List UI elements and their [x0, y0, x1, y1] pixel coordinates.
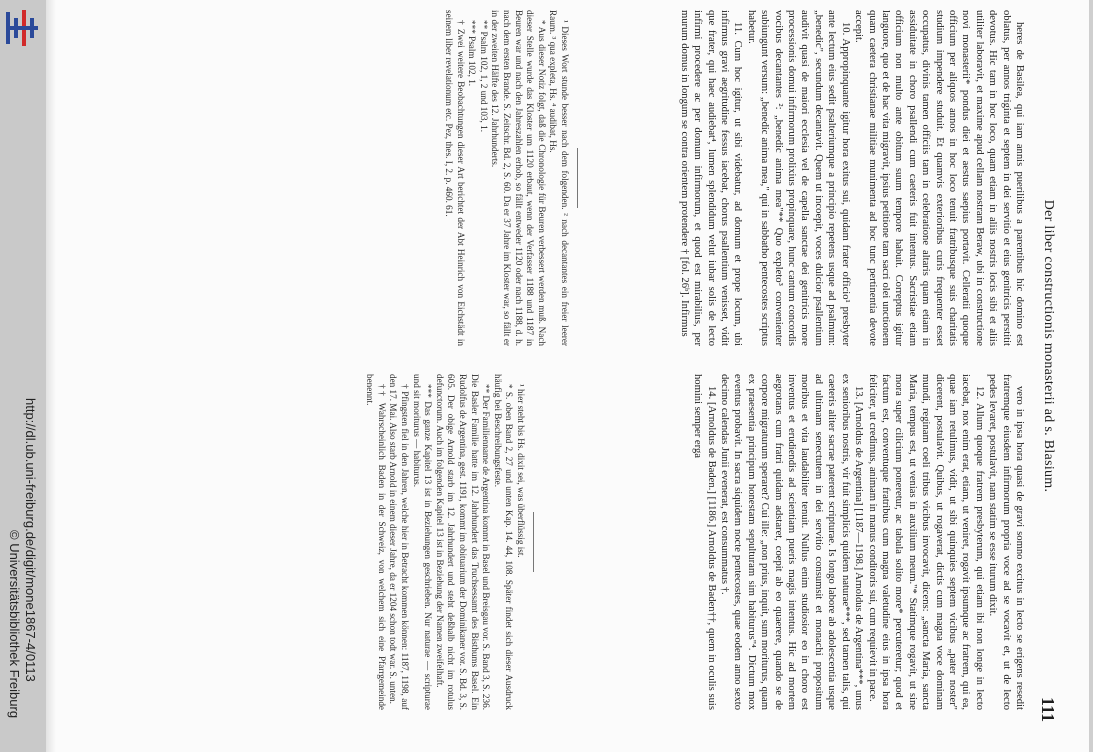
page-number: 111	[1038, 696, 1058, 722]
viewer-sidebar	[0, 0, 46, 752]
footnote: ** Der Familienname de Argentina kommt in Basel und Breisgau vor. S. Band 3, S. 236. Die Basler Familie hatte im 12. Jahrhundert das Truchsessamt des Bisthums Basel. Ein Rudolfus de Argentina, gest. 1191, kommt im obituarium der Dominikaner vor. S. Bd. 3, S. 605. Der obige Arnold starb im 12. Jahrhundert und steht deßhalb nicht im rotulus defunctorum. Auch im folgenden Kapitel 13 ist in Beziehung der Namen zweifelhaft.	[434, 374, 492, 710]
viewer-scroll-edge[interactable]	[1089, 0, 1093, 752]
page-edge-shadow	[46, 0, 56, 752]
paragraph: 14. [Arnoldus de Baden.] [1186.] Arnoldus de Baden††, quem in oculis suis homini semper erga	[692, 374, 717, 710]
footnote: † Zwei weitere Beobachtungen dieser Art berichtet der Abt Heinrich von Eichstädt in seinem liber revelationum etc. Pez, thes. I, 2. p. 460. 61.	[444, 10, 466, 346]
right-footnotes	[364, 374, 526, 710]
running-head	[1032, 10, 1056, 722]
right-column	[691, 374, 1026, 710]
rotated-scan	[206, 10, 1056, 722]
university-logo-icon[interactable]	[2, 8, 42, 48]
footnote: † Pfingsten fiel in den Jahren, welche hier in Betracht kommen können: 1187, 1198, auf den 17. Mai. Also starb Arnold in einem dieser Jahre, da er 1204 schon todt war. S. unten.	[388, 374, 411, 710]
paragraph: 13. [Arnoldus de Argentina] [1187—1198.] Arnoldus de Argentina***, unus ex senioribus nostris, vir fuit simplicis quidem naturae***, sed tamen talis, qui caeteris aliter sacrae paterent scripturae. Is longo labore ab adolescentia usque ad ultimam senectutem in dei servitio consumsit et monachi propositum moribus et vita laudabiliter tenuit. Nullus enim studiosior eo in choro est inventus et erudiendis ad scientiam pueris magis intentus. Hic ad mortem aegrotans cum fratri quidam adstaret, coepit ab eo quaerere, quando se de corpore migraturum speraret? Cui ille: „non prius, inquit, sum moriturus, quam ex praesentia principum honestam sepulturam sim habiturus"⁴. Dictum mox eventus probavit. In sacra siquidem nocte pentecostes, quae eodem anno sexto decimo calendas Junii evenerat, est consummatus †.	[719, 374, 865, 710]
copyright-notice: © Universitätsbibliothek Freiburg	[7, 530, 22, 719]
paragraph: 11. Cum hoc igitur, ut sibi videbatur, ad domum et prope locum, ubi infirmus gravi aegritudine fessus iacebat, chorus psallentium venisset, vidit que frater, qui haec audiebat⁴, lumen splendidum velut iubar solis de lecto infirmi procedere ac per domum infirmorum, et quod est mirabilius, per murum domus in longum se contra orientem protendere † [fol. 26ᵇ]. Infirmus	[678, 10, 744, 346]
left-footnotes	[442, 10, 570, 346]
footnote: †† Wahrscheinlich Baden in der Schweiz, von welchem sich eine Pfarrgemeinde benennt.	[365, 374, 387, 710]
footnote: ¹ Dieses Wort stunde besser nach dem folgenden. ² nach decantantes ein freier leerer Raum. ³ qua expleta, Hs. ⁴ audibat, Hs.	[548, 10, 570, 346]
footnote: *** Psalm 102, 1.	[467, 20, 478, 87]
scanned-page	[46, 0, 1089, 752]
document-url-link[interactable]: http://dl.ub.uni-freiburg.de/digit/mone1867-4/0113	[23, 398, 38, 682]
paragraph: heres de Basilea, qui iam annis puerilibus a parentibus hic domino est oblatus, per annos triginta et septem in dei servitio et eius genitricis perstitit devotus. Hic tam in hoc loco, quam etiam in aliis nostris locis sibi et aliis utiliter laboravit, et maxime apud cellam nostram Beraw, ubi in constructione novi monasterii* pondus diei et aestus saepius portavit. Celleratii quoque officium per aliquos annos in hoc loco tenuit fratribusque suis charitatis studium impendere studuit. Et quamvis exterioribus curis frequenter esset occupatus, divinis tamen officiis tam in celebratione altaris quam etiam in assiduitate in choro psallendi cum caeteris fuit intentus. Sacristiae etiam officium non multo ante obitum suum tempore habuit. Correptus igitur languore, quo et de hac vita migravit, ipsius petitione tam sacri olei unctionem quam caetera christianae militiae munimenta ad hoc tunc pertinentia devote accepit.	[853, 10, 1025, 346]
left-column	[677, 10, 1026, 346]
footnote: ** Psalm 102, 1, 2 und 103, 1.	[478, 20, 489, 133]
paragraph: vero in ipsa hora quasi de gravi somno excitus in lecto se erigens resedit fratremque eiusdem infirmorum propria voce ad se vocavit et, ut de lecto pedes levaret, postulavit, nam statim se esse iturum dixit.	[987, 374, 1025, 710]
paragraph: 10. Appropinquante igitur hora exitus sui, quidam frater officio¹ presbyter ante lectum eius sedit psalteriumque a principio repetens usque ad psalmum: „benedic", secundum decantavit. Quem ut incoepit, voces dulcior psallentium audivit quasi de maiori ecclesia vel de capella sanctae dei genitricis more processionis domui infirmorum prolixius propinquare, hunc cantum concordis vocibus decantantes ²: „benedic anima mea"** Quo expleto³ convenienter subiungunt versum: „benedic anima mea," qui in sabbatho pentecostes scriptus habetur.	[745, 10, 851, 346]
footnote: * Aus dieser Notiz folgt, daß die Chronologie für Beuren verbessert werden muß. Nach dieser Stelle wurde das Kloster um 1120 erbaut, wenn der Verfasser 1188 und 1187 in Beuren war und nach den Jahreszahlen erhob, so fällt entweder 1120 oder nach 1188, d. h. nach dem ersten Brande. S. Zeitschr. Bd. 2, S. 60. Da er 37 Jahre im Kloster war, so fällt er in der zweiten Hälfte des 12. Jahrhunderts.	[490, 10, 547, 346]
footnote: *** Das ganze Kapitel 13 ist in Beziehungen geschrieben. Nur naturae — scripturae und sit moriturus — habiturus.	[411, 374, 434, 710]
footnote: * S. oben Band 2, 27 und unten Kap. 14. 44, 108. Später findet sich dieser Ausdruck häufig bei Beschreibungsfeste.	[492, 374, 515, 710]
footnote-divider	[533, 512, 534, 572]
paragraph: 12. Allum quoque fratrem presbyterum, qui etiam ibi non longe in lecto iacebat, nox enim erat, etiam, ut veniret, rogavit ipsumque ac fratrem, qui ea, quae iam retulimus, vidit, ut sibi quinquies septem vicibus „pater noster" dicerent, postulavit. Quibus, ut rogaverat, dictis cum magna voce dominam mundi, reginam coeli tribus vicibus invocavit, dicens: „sancta Maria, sancta Maria, tempus est, ut venias in auxilium meum."* Statimque rogavit, ut sine mora super cilicium poneretur, ac tabula solito more* percuteretur; quod et factum est, conventuque fratribus cum magna valetudine eius in ipsa hora feliciter, ut credimus, animam in manus conditoris sui, cum requievit in pace.	[866, 374, 985, 710]
footnote: ¹ hier steht bis Hs. dixit sei, was überflüssig ist.	[516, 384, 526, 558]
running-head-title: Der liber constructionis monasterii ad s. Blasium.	[1041, 199, 1056, 493]
footnote-divider	[577, 148, 578, 208]
